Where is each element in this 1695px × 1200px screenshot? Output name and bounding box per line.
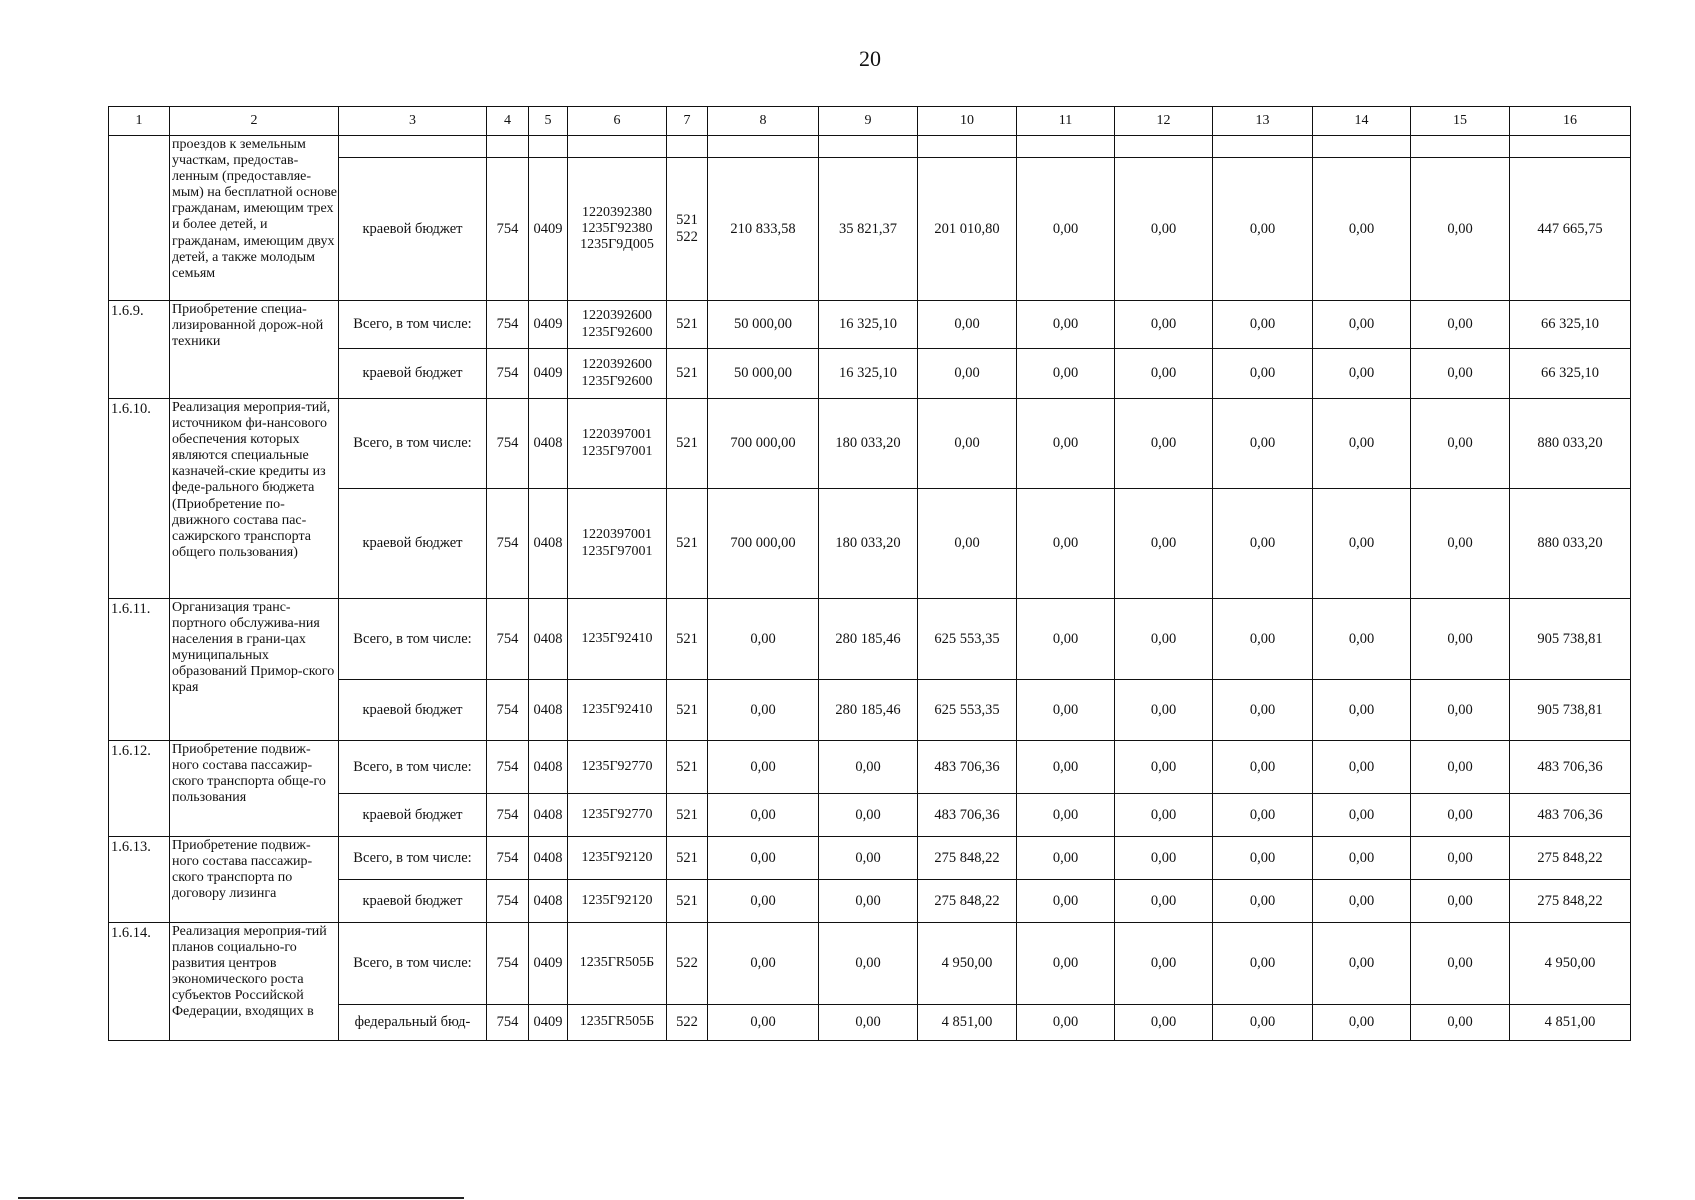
amount-cell: 0,00 bbox=[1411, 599, 1510, 680]
empty-cell bbox=[487, 136, 529, 158]
classification-code-cell: 1220392380 1235Г92380 1235Г9Д005 bbox=[568, 158, 667, 301]
row-number-cell: 1.6.10. bbox=[109, 399, 170, 599]
amount-cell: 0,00 bbox=[1313, 794, 1411, 837]
amount-cell: 0,00 bbox=[1313, 741, 1411, 794]
amount-cell: 0,00 bbox=[1017, 741, 1115, 794]
code-cell: 0409 bbox=[529, 158, 568, 301]
amount-cell: 0,00 bbox=[918, 489, 1017, 599]
amount-cell: 0,00 bbox=[1115, 399, 1213, 489]
code-cell: 0408 bbox=[529, 599, 568, 680]
amount-cell: 0,00 bbox=[708, 880, 819, 923]
column-header: 5 bbox=[529, 107, 568, 136]
code-cell: 754 bbox=[487, 837, 529, 880]
empty-cell bbox=[819, 136, 918, 158]
amount-cell: 0,00 bbox=[1017, 158, 1115, 301]
amount-cell: 0,00 bbox=[1313, 301, 1411, 349]
row-number-cell: 1.6.11. bbox=[109, 599, 170, 741]
amount-cell: 0,00 bbox=[1115, 301, 1213, 349]
code-cell: 754 bbox=[487, 1005, 529, 1041]
amount-cell: 16 325,10 bbox=[819, 349, 918, 399]
amount-cell: 0,00 bbox=[1213, 1005, 1313, 1041]
table-row bbox=[109, 837, 1631, 880]
column-header: 6 bbox=[568, 107, 667, 136]
table-row bbox=[109, 399, 1631, 489]
amount-cell: 700 000,00 bbox=[708, 399, 819, 489]
classification-code-cell: 1235Г92120 bbox=[568, 837, 667, 880]
row-number-cell: 1.6.13. bbox=[109, 837, 170, 923]
footnote-rule bbox=[18, 1197, 464, 1199]
empty-cell bbox=[667, 136, 708, 158]
amount-cell: 447 665,75 bbox=[1510, 158, 1631, 301]
amount-cell: 880 033,20 bbox=[1510, 489, 1631, 599]
classification-code-cell: 1235Г92770 bbox=[568, 741, 667, 794]
item-name-cell: Реализация мероприя-тий, источником фи-нансового обеспечения которых являются специальные казначей-ские кредиты из феде-рального бюджета (Приобретение по-движного состава пас-сажирского транспорта общего пользования) bbox=[170, 399, 339, 599]
amount-cell: 483 706,36 bbox=[1510, 794, 1631, 837]
amount-cell: 0,00 bbox=[1115, 1005, 1213, 1041]
funding-source-cell: Всего, в том числе: bbox=[339, 923, 487, 1005]
column-header: 3 bbox=[339, 107, 487, 136]
code-cell: 0408 bbox=[529, 399, 568, 489]
amount-cell: 0,00 bbox=[1313, 680, 1411, 741]
amount-cell: 905 738,81 bbox=[1510, 599, 1631, 680]
row-number-cell: 1.6.14. bbox=[109, 923, 170, 1041]
amount-cell: 0,00 bbox=[1213, 489, 1313, 599]
empty-cell bbox=[1510, 136, 1631, 158]
code-cell: 521 bbox=[667, 399, 708, 489]
code-cell: 521 bbox=[667, 349, 708, 399]
amount-cell: 275 848,22 bbox=[1510, 880, 1631, 923]
amount-cell: 0,00 bbox=[1115, 880, 1213, 923]
amount-cell: 0,00 bbox=[1017, 301, 1115, 349]
code-cell: 754 bbox=[487, 880, 529, 923]
item-name-cell: проездов к земельным участкам, предостав-ленным (предоставляе-мым) на бесплатной основе гражданам, имеющим трех и более детей, и гражданам, имеющим двух детей, а также молодым семьям bbox=[170, 136, 339, 301]
amount-cell: 0,00 bbox=[1411, 837, 1510, 880]
amount-cell: 0,00 bbox=[1213, 680, 1313, 741]
page-number: 20 bbox=[859, 46, 881, 71]
classification-code-cell: 1235ГR505Б bbox=[568, 923, 667, 1005]
amount-cell: 0,00 bbox=[918, 349, 1017, 399]
classification-code-cell: 1235Г92770 bbox=[568, 794, 667, 837]
code-cell: 0408 bbox=[529, 741, 568, 794]
amount-cell: 0,00 bbox=[819, 880, 918, 923]
amount-cell: 0,00 bbox=[1017, 680, 1115, 741]
amount-cell: 0,00 bbox=[1313, 837, 1411, 880]
amount-cell: 0,00 bbox=[1313, 1005, 1411, 1041]
funding-source-cell: краевой бюджет bbox=[339, 489, 487, 599]
amount-cell: 0,00 bbox=[708, 794, 819, 837]
empty-cell bbox=[529, 136, 568, 158]
amount-cell: 201 010,80 bbox=[918, 158, 1017, 301]
amount-cell: 0,00 bbox=[1017, 599, 1115, 680]
code-cell: 522 bbox=[667, 1005, 708, 1041]
funding-source-cell: краевой бюджет bbox=[339, 349, 487, 399]
amount-cell: 0,00 bbox=[1115, 599, 1213, 680]
empty-cell bbox=[918, 136, 1017, 158]
code-cell: 521 bbox=[667, 489, 708, 599]
funding-source-cell: Всего, в том числе: bbox=[339, 399, 487, 489]
column-header: 10 bbox=[918, 107, 1017, 136]
code-cell: 521 522 bbox=[667, 158, 708, 301]
amount-cell: 0,00 bbox=[708, 837, 819, 880]
code-cell: 754 bbox=[487, 349, 529, 399]
amount-cell: 16 325,10 bbox=[819, 301, 918, 349]
column-header: 7 bbox=[667, 107, 708, 136]
empty-cell bbox=[1213, 136, 1313, 158]
code-cell: 754 bbox=[487, 923, 529, 1005]
amount-cell: 50 000,00 bbox=[708, 349, 819, 399]
code-cell: 754 bbox=[487, 599, 529, 680]
amount-cell: 35 821,37 bbox=[819, 158, 918, 301]
amount-cell: 0,00 bbox=[1115, 349, 1213, 399]
code-cell: 521 bbox=[667, 741, 708, 794]
funding-source-cell: краевой бюджет bbox=[339, 680, 487, 741]
amount-cell: 0,00 bbox=[1017, 794, 1115, 837]
amount-cell: 0,00 bbox=[918, 399, 1017, 489]
amount-cell: 4 950,00 bbox=[1510, 923, 1631, 1005]
amount-cell: 0,00 bbox=[1313, 349, 1411, 399]
code-cell: 754 bbox=[487, 741, 529, 794]
table-row bbox=[109, 741, 1631, 794]
column-header: 4 bbox=[487, 107, 529, 136]
amount-cell: 0,00 bbox=[1411, 741, 1510, 794]
amount-cell: 4 851,00 bbox=[918, 1005, 1017, 1041]
column-header: 1 bbox=[109, 107, 170, 136]
amount-cell: 0,00 bbox=[819, 794, 918, 837]
code-cell: 754 bbox=[487, 489, 529, 599]
amount-cell: 0,00 bbox=[1313, 880, 1411, 923]
item-name-cell: Приобретение подвиж-ного состава пассажир-ского транспорта по договору лизинга bbox=[170, 837, 339, 923]
amount-cell: 0,00 bbox=[1411, 923, 1510, 1005]
code-cell: 0409 bbox=[529, 349, 568, 399]
budget-table bbox=[108, 106, 1631, 1041]
item-name-cell: Приобретение специа-лизированной дорож-ной техники bbox=[170, 301, 339, 399]
column-header: 12 bbox=[1115, 107, 1213, 136]
column-header: 8 bbox=[708, 107, 819, 136]
code-cell: 0408 bbox=[529, 837, 568, 880]
column-header: 9 bbox=[819, 107, 918, 136]
code-cell: 0408 bbox=[529, 794, 568, 837]
amount-cell: 0,00 bbox=[1115, 794, 1213, 837]
table-row bbox=[109, 301, 1631, 349]
amount-cell: 880 033,20 bbox=[1510, 399, 1631, 489]
amount-cell: 0,00 bbox=[1313, 923, 1411, 1005]
code-cell: 522 bbox=[667, 923, 708, 1005]
empty-cell bbox=[568, 136, 667, 158]
classification-code-cell: 1235Г92410 bbox=[568, 599, 667, 680]
amount-cell: 280 185,46 bbox=[819, 680, 918, 741]
amount-cell: 0,00 bbox=[1411, 158, 1510, 301]
amount-cell: 180 033,20 bbox=[819, 489, 918, 599]
empty-cell bbox=[1017, 136, 1115, 158]
funding-source-cell: Всего, в том числе: bbox=[339, 599, 487, 680]
amount-cell: 0,00 bbox=[819, 1005, 918, 1041]
code-cell: 521 bbox=[667, 599, 708, 680]
classification-code-cell: 1235Г92410 bbox=[568, 680, 667, 741]
amount-cell: 0,00 bbox=[1017, 1005, 1115, 1041]
classification-code-cell: 1235Г92120 bbox=[568, 880, 667, 923]
amount-cell: 625 553,35 bbox=[918, 680, 1017, 741]
amount-cell: 0,00 bbox=[1213, 301, 1313, 349]
amount-cell: 4 851,00 bbox=[1510, 1005, 1631, 1041]
amount-cell: 0,00 bbox=[1313, 489, 1411, 599]
amount-cell: 0,00 bbox=[1115, 158, 1213, 301]
amount-cell: 625 553,35 bbox=[918, 599, 1017, 680]
code-cell: 0408 bbox=[529, 489, 568, 599]
classification-code-cell: 1220397001 1235Г97001 bbox=[568, 399, 667, 489]
amount-cell: 0,00 bbox=[1115, 489, 1213, 599]
amount-cell: 66 325,10 bbox=[1510, 301, 1631, 349]
amount-cell: 275 848,22 bbox=[1510, 837, 1631, 880]
amount-cell: 0,00 bbox=[1017, 399, 1115, 489]
funding-source-cell: Всего, в том числе: bbox=[339, 301, 487, 349]
amount-cell: 210 833,58 bbox=[708, 158, 819, 301]
amount-cell: 280 185,46 bbox=[819, 599, 918, 680]
amount-cell: 0,00 bbox=[708, 1005, 819, 1041]
item-name-cell: Реализация мероприя-тий планов социально-го развития центров экономического роста субъектов Российской Федерации, входящих в bbox=[170, 923, 339, 1041]
amount-cell: 66 325,10 bbox=[1510, 349, 1631, 399]
amount-cell: 0,00 bbox=[918, 301, 1017, 349]
amount-cell: 0,00 bbox=[1411, 399, 1510, 489]
amount-cell: 4 950,00 bbox=[918, 923, 1017, 1005]
amount-cell: 0,00 bbox=[1213, 794, 1313, 837]
row-number-cell bbox=[109, 136, 170, 301]
table-row bbox=[109, 599, 1631, 680]
amount-cell: 0,00 bbox=[1017, 489, 1115, 599]
amount-cell: 0,00 bbox=[1213, 923, 1313, 1005]
code-cell: 0409 bbox=[529, 1005, 568, 1041]
amount-cell: 0,00 bbox=[1411, 349, 1510, 399]
table-row bbox=[109, 136, 1631, 158]
amount-cell: 483 706,36 bbox=[918, 741, 1017, 794]
column-header: 16 bbox=[1510, 107, 1631, 136]
amount-cell: 0,00 bbox=[1213, 741, 1313, 794]
amount-cell: 0,00 bbox=[1115, 680, 1213, 741]
code-cell: 0409 bbox=[529, 923, 568, 1005]
amount-cell: 0,00 bbox=[708, 923, 819, 1005]
amount-cell: 0,00 bbox=[708, 599, 819, 680]
row-number-cell: 1.6.9. bbox=[109, 301, 170, 399]
amount-cell: 0,00 bbox=[1213, 880, 1313, 923]
amount-cell: 0,00 bbox=[1213, 599, 1313, 680]
column-header: 2 bbox=[170, 107, 339, 136]
classification-code-cell: 1235ГR505Б bbox=[568, 1005, 667, 1041]
code-cell: 754 bbox=[487, 158, 529, 301]
amount-cell: 0,00 bbox=[1411, 880, 1510, 923]
amount-cell: 0,00 bbox=[1411, 794, 1510, 837]
amount-cell: 0,00 bbox=[819, 837, 918, 880]
code-cell: 521 bbox=[667, 794, 708, 837]
amount-cell: 275 848,22 bbox=[918, 837, 1017, 880]
column-header: 14 bbox=[1313, 107, 1411, 136]
code-cell: 521 bbox=[667, 680, 708, 741]
amount-cell: 0,00 bbox=[1017, 349, 1115, 399]
amount-cell: 0,00 bbox=[1115, 837, 1213, 880]
row-number-cell: 1.6.12. bbox=[109, 741, 170, 837]
amount-cell: 483 706,36 bbox=[1510, 741, 1631, 794]
amount-cell: 0,00 bbox=[1411, 680, 1510, 741]
amount-cell: 0,00 bbox=[819, 741, 918, 794]
classification-code-cell: 1220392600 1235Г92600 bbox=[568, 349, 667, 399]
code-cell: 0408 bbox=[529, 680, 568, 741]
funding-source-cell: Всего, в том числе: bbox=[339, 741, 487, 794]
code-cell: 754 bbox=[487, 301, 529, 349]
funding-source-cell: краевой бюджет bbox=[339, 880, 487, 923]
amount-cell: 0,00 bbox=[1313, 399, 1411, 489]
column-header: 13 bbox=[1213, 107, 1313, 136]
amount-cell: 50 000,00 bbox=[708, 301, 819, 349]
code-cell: 521 bbox=[667, 837, 708, 880]
amount-cell: 905 738,81 bbox=[1510, 680, 1631, 741]
code-cell: 754 bbox=[487, 399, 529, 489]
amount-cell: 700 000,00 bbox=[708, 489, 819, 599]
amount-cell: 483 706,36 bbox=[918, 794, 1017, 837]
amount-cell: 0,00 bbox=[1115, 741, 1213, 794]
amount-cell: 0,00 bbox=[819, 923, 918, 1005]
amount-cell: 275 848,22 bbox=[918, 880, 1017, 923]
item-name-cell: Приобретение подвиж-ного состава пассажир-ского транспорта обще-го пользования bbox=[170, 741, 339, 837]
amount-cell: 0,00 bbox=[1313, 158, 1411, 301]
amount-cell: 180 033,20 bbox=[819, 399, 918, 489]
column-header: 15 bbox=[1411, 107, 1510, 136]
code-cell: 0409 bbox=[529, 301, 568, 349]
amount-cell: 0,00 bbox=[1213, 158, 1313, 301]
code-cell: 521 bbox=[667, 880, 708, 923]
item-name-cell: Организация транс-портного обслужива-ния населения в грани-цах муниципальных образований Примор-ского края bbox=[170, 599, 339, 741]
column-header: 11 bbox=[1017, 107, 1115, 136]
amount-cell: 0,00 bbox=[708, 680, 819, 741]
amount-cell: 0,00 bbox=[1213, 837, 1313, 880]
amount-cell: 0,00 bbox=[1213, 349, 1313, 399]
code-cell: 521 bbox=[667, 301, 708, 349]
amount-cell: 0,00 bbox=[1313, 599, 1411, 680]
classification-code-cell: 1220397001 1235Г97001 bbox=[568, 489, 667, 599]
table-header-row bbox=[109, 107, 1631, 136]
amount-cell: 0,00 bbox=[1411, 301, 1510, 349]
amount-cell: 0,00 bbox=[708, 741, 819, 794]
code-cell: 0408 bbox=[529, 880, 568, 923]
empty-cell bbox=[1115, 136, 1213, 158]
funding-source-cell: Всего, в том числе: bbox=[339, 837, 487, 880]
amount-cell: 0,00 bbox=[1411, 489, 1510, 599]
funding-source-cell: краевой бюджет bbox=[339, 158, 487, 301]
code-cell: 754 bbox=[487, 794, 529, 837]
empty-cell bbox=[339, 136, 487, 158]
empty-cell bbox=[708, 136, 819, 158]
amount-cell: 0,00 bbox=[1017, 923, 1115, 1005]
empty-cell bbox=[1313, 136, 1411, 158]
funding-source-cell: федеральный бюд- bbox=[339, 1005, 487, 1041]
amount-cell: 0,00 bbox=[1213, 399, 1313, 489]
code-cell: 754 bbox=[487, 680, 529, 741]
amount-cell: 0,00 bbox=[1017, 837, 1115, 880]
amount-cell: 0,00 bbox=[1017, 880, 1115, 923]
classification-code-cell: 1220392600 1235Г92600 bbox=[568, 301, 667, 349]
table-row bbox=[109, 923, 1631, 1005]
amount-cell: 0,00 bbox=[1115, 923, 1213, 1005]
empty-cell bbox=[1411, 136, 1510, 158]
funding-source-cell: краевой бюджет bbox=[339, 794, 487, 837]
amount-cell: 0,00 bbox=[1411, 1005, 1510, 1041]
